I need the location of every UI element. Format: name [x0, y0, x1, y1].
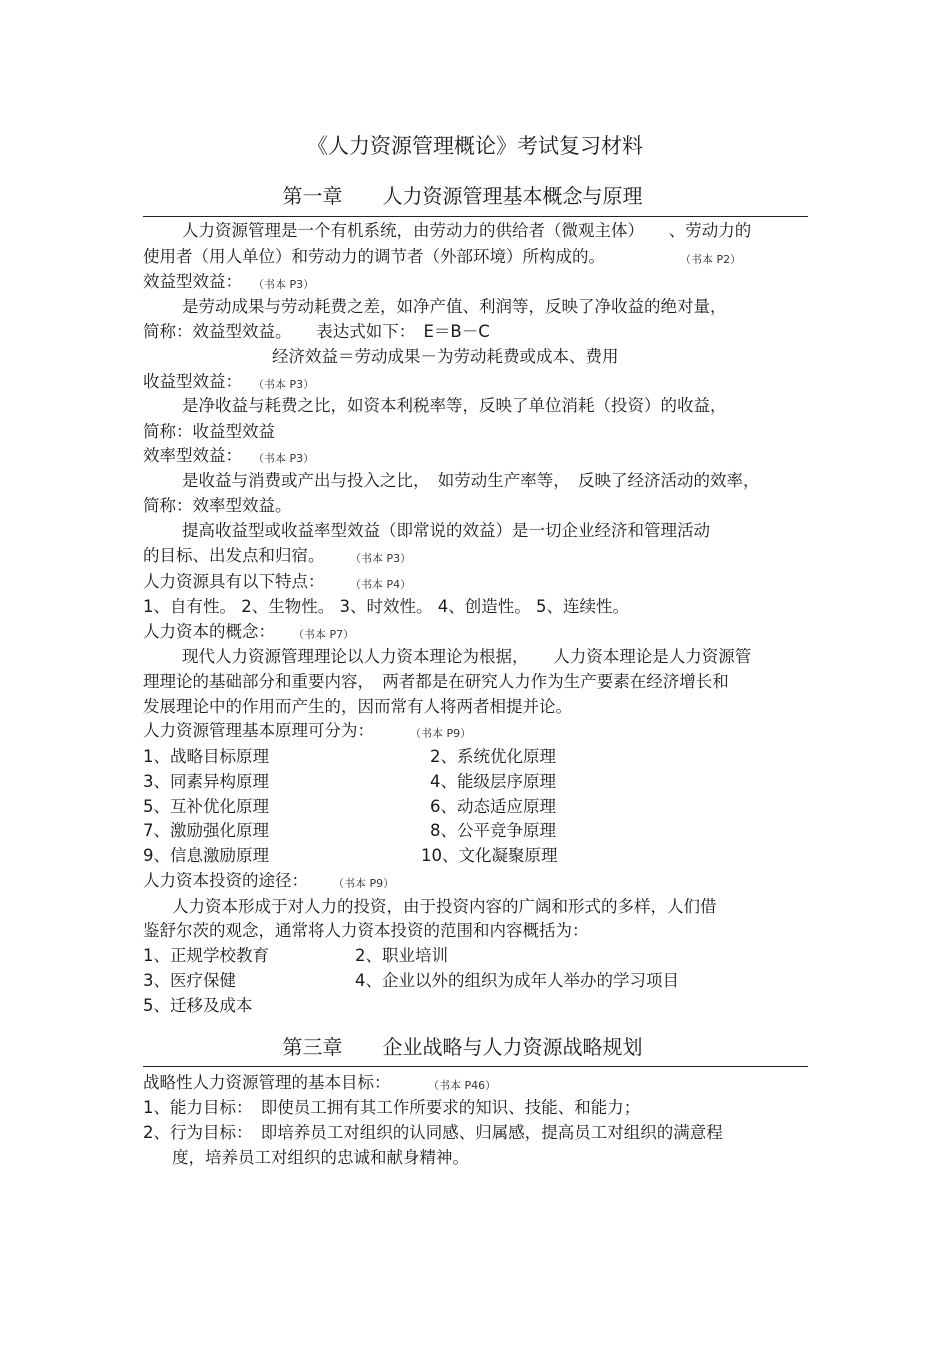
- investment-heading: 人力资本投资的途径：: [143, 871, 308, 890]
- principle-item: 4、能级层序原理: [430, 772, 556, 791]
- chapter-1-rule: [143, 216, 808, 217]
- principle-item: 2、系统优化原理: [430, 747, 556, 766]
- principle-item: 5、互补优化原理: [143, 797, 269, 816]
- strategic-goal-heading: 战略性人力资源管理的基本目标：: [143, 1073, 391, 1092]
- income-ref: （书本 P3）: [253, 378, 315, 391]
- goal-line-2: 的目标、出发点和归宿。: [143, 546, 325, 565]
- principles-ref: （书本 P9）: [410, 727, 472, 740]
- income-line-1: 是净收益与耗费之比，如资本利税率等，反映了单位消耗（投资）的收益，: [182, 396, 727, 415]
- document-title: 《人力资源管理概论》考试复习材料: [307, 134, 643, 158]
- intro-line-2: 使用者（用人单位）和劳动力的调节者（外部环境）所构成的。: [143, 247, 605, 266]
- principle-item: 6、动态适应原理: [430, 797, 556, 816]
- behavior-goal-line-2: 度，培养员工对组织的忠诚和献身精神。: [172, 1148, 469, 1167]
- investment-item: 1、正规学校教育: [143, 946, 269, 965]
- benefit-ref: （书本 P3）: [253, 278, 315, 291]
- efficiency-line-1: 是收益与消费或产出与投入之比， 如劳动生产率等， 反映了经济活动的效率，: [182, 471, 760, 490]
- features-list: 1、自有性。 2、生物性。 3、时效性。 4、创造性。 5、连续性。: [143, 597, 629, 616]
- capital-heading: 人力资本的概念：: [143, 622, 275, 641]
- intro-ref: （书本 P2）: [680, 253, 742, 266]
- investment-line-2: 鉴舒尔茨的观念，通常将人力资本投资的范围和内容概括为：: [143, 921, 589, 940]
- intro-line-1: 人力资源管理是一个有机系统，由劳动力的供给者（微观主体） 、劳动力的: [182, 221, 752, 240]
- principles-heading: 人力资源管理基本原理可分为：: [143, 721, 374, 740]
- efficiency-line-2: 简称：效率型效益。: [143, 496, 292, 515]
- strategic-goal-ref: （书本 P46）: [428, 1079, 497, 1092]
- benefit-formula: 经济效益＝劳动成果－为劳动耗费或成本、费用: [272, 347, 619, 366]
- principle-item: 1、战略目标原理: [143, 747, 269, 766]
- principle-item: 7、激励强化原理: [143, 821, 269, 840]
- features-heading: 人力资源具有以下特点：: [143, 572, 325, 591]
- principle-item: 8、公平竞争原理: [430, 821, 556, 840]
- investment-item: 2、职业培训: [355, 946, 448, 965]
- behavior-goal-line-1: 2、行为目标： 即培养员工对组织的认同感、归属感，提高员工对组织的满意程: [143, 1123, 723, 1142]
- features-ref: （书本 P4）: [350, 578, 412, 591]
- income-line-2: 简称：收益型效益: [143, 422, 275, 441]
- capital-line-1: 现代人力资源管理理论以人力资本理论为根据， 人力资本理论是人力资源管: [182, 647, 752, 666]
- chapter-1-title: 第一章 人力资源管理基本概念与原理: [282, 184, 643, 208]
- benefit-line-2: 简称：效益型效益。 表达式如下： E＝B－C: [143, 322, 490, 341]
- goal-line-1: 提高收益型或收益率型效益（即常说的效益）是一切企业经济和管理活动: [182, 521, 710, 540]
- investment-ref: （书本 P9）: [333, 877, 395, 890]
- benefit-line-1: 是劳动成果与劳动耗费之差，如净产值、利润等，反映了净收益的绝对量，: [182, 297, 727, 316]
- goal-ref: （书本 P3）: [350, 552, 412, 565]
- investment-item: 5、迁移及成本: [143, 996, 253, 1015]
- capital-line-3: 发展理论中的作用而产生的，因而常有人将两者相提并论。: [143, 697, 572, 716]
- income-heading: 收益型效益：: [143, 372, 242, 391]
- principle-item: 3、同素异构原理: [143, 772, 269, 791]
- principle-item: 10、文化凝聚原理: [421, 846, 558, 865]
- investment-item: 3、医疗保健: [143, 971, 236, 990]
- efficiency-ref: （书本 P3）: [253, 452, 315, 465]
- investment-line-1: 人力资本形成于对人力的投资，由于投资内容的广阔和形式的多样，人们借: [172, 897, 717, 916]
- efficiency-heading: 效率型效益：: [143, 446, 242, 465]
- chapter-3-title: 第三章 企业战略与人力资源战略规划: [282, 1035, 643, 1059]
- chapter-3-rule: [143, 1066, 808, 1067]
- capital-line-2: 理理论的基础部分和重要内容， 两者都是在研究人力作为生产要素在经济增长和: [143, 672, 729, 691]
- investment-item: 4、企业以外的组织为成年人举办的学习项目: [355, 971, 679, 990]
- ability-goal: 1、能力目标： 即使员工拥有其工作所要求的知识、技能、和能力；: [143, 1098, 641, 1117]
- benefit-heading: 效益型效益：: [143, 272, 242, 291]
- capital-ref: （书本 P7）: [293, 628, 355, 641]
- principle-item: 9、信息激励原理: [143, 846, 269, 865]
